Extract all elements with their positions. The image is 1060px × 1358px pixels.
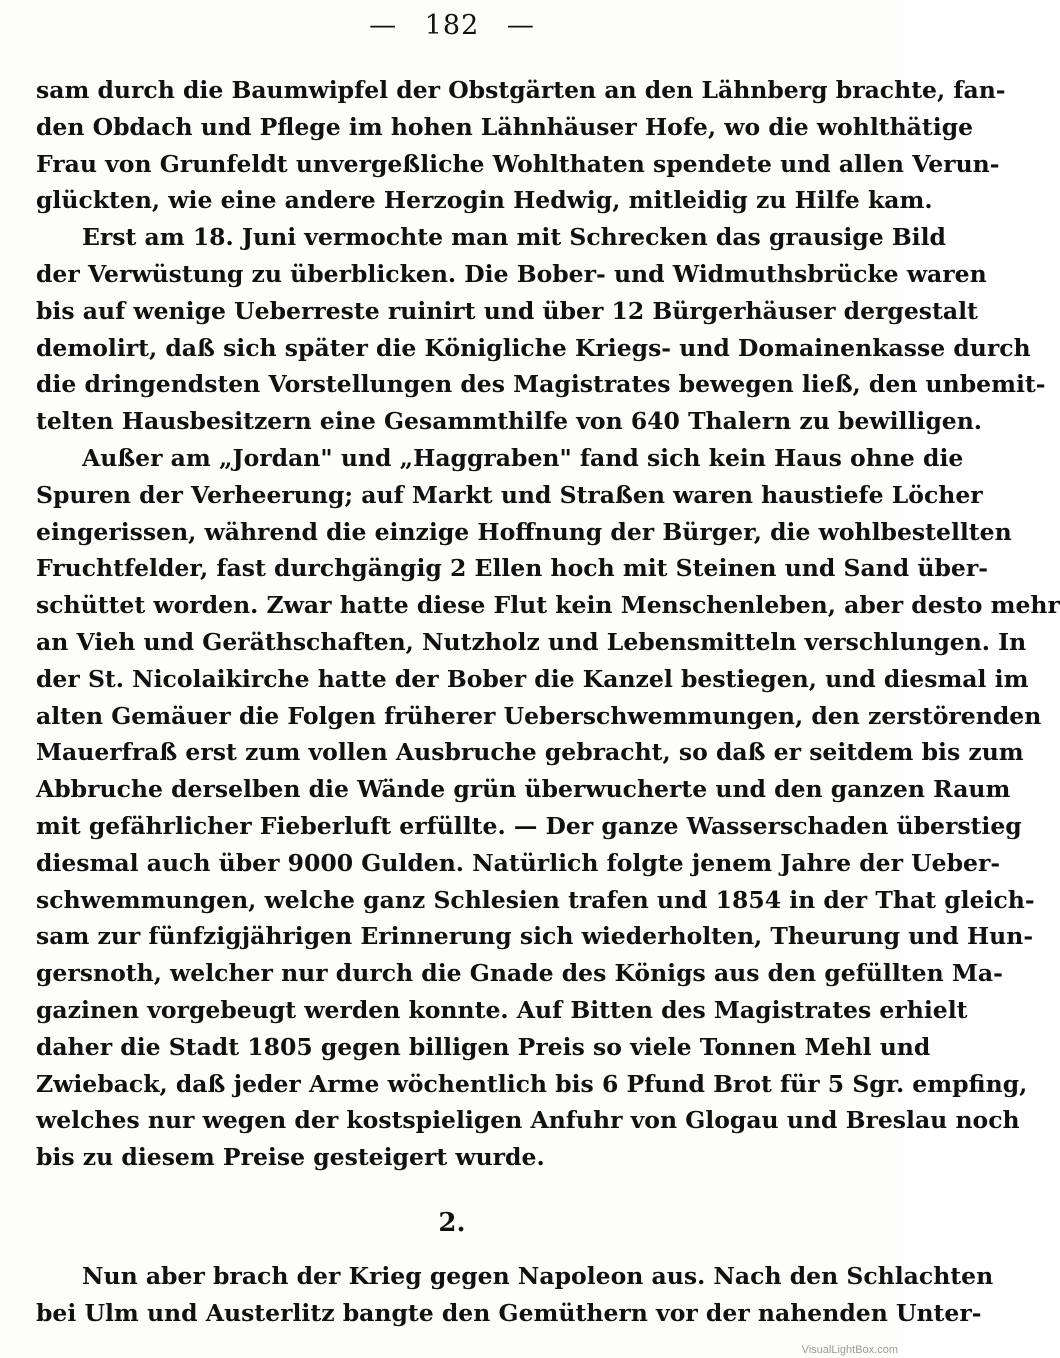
text-line: gazinen vorgebeugt werden konnte. Auf Bitten des Magistrates erhielt <box>36 995 968 1024</box>
text-line: Zwieback, daß jeder Arme wöchentlich bis 6 Pfund Brot für 5 Sgr. empfing, <box>36 1069 1028 1098</box>
text-line: sam zur fünfzigjährigen Erinnerung sich wiederholten, Theurung und Hun- <box>36 922 1034 951</box>
text-line: der Verwüstung zu überblicken. Die Bober- und Widmuthsbrücke waren <box>36 259 987 288</box>
text-line: an Vieh und Geräthschaften, Nutzholz und Lebensmitteln verschlungen. In <box>36 627 1027 656</box>
text-line: sam durch die Baumwipfel der Obstgärten an den Lähnberg brachte, fan- <box>36 76 1006 104</box>
main-text-block <box>36 72 1060 1176</box>
text-line: alten Gemäuer die Folgen früherer Ueberschwemmungen, den zerstörenden <box>36 701 1042 730</box>
paragraph-4 <box>36 1258 994 1332</box>
text-line: schüttet worden. Zwar hatte diese Flut kein Menschenleben, aber desto mehr <box>36 591 1060 620</box>
text-line: Fruchtfelder, fast durchgängig 2 Ellen hoch mit Steinen und Sand über- <box>36 554 988 583</box>
section-2-text-block <box>36 1258 994 1332</box>
text-line: Außer am „Jordan" und „Haggraben" fand sich kein Haus ohne die <box>82 443 964 472</box>
text-line: Frau von Grunfeldt unvergeßliche Wohlthaten spendete und allen Verun- <box>36 149 1000 178</box>
page-header <box>0 10 904 41</box>
text-line: eingerissen, während die einzige Hoffnung der Bürger, die wohlbestellten <box>36 517 1012 546</box>
text-line: die dringendsten Vorstellungen des Magistrates bewegen ließ, den unbemit- <box>36 370 1046 399</box>
paragraph-3 <box>36 440 1060 1176</box>
text-line: diesmal auch über 9000 Gulden. Natürlich folgte jenem Jahre der Ueber- <box>36 848 1001 877</box>
text-line: bis zu diesem Preise gesteigert wurde. <box>36 1143 545 1172</box>
text-line: mit gefährlicher Fieberluft erfüllte. — Der ganze Wasserschaden überstieg <box>36 811 1022 840</box>
text-line: daher die Stadt 1805 gegen billigen Preis so viele Tonnen Mehl und <box>36 1032 931 1061</box>
text-line: bis auf wenige Ueberreste ruinirt und über 12 Bürgerhäuser dergestalt <box>36 296 978 325</box>
text-line: telten Hausbesitzern eine Gesammthilfe von 640 Thalern zu bewilligen. <box>36 407 982 436</box>
paragraph-1 <box>36 72 1006 219</box>
text-line: Nun aber brach der Krieg gegen Napoleon aus. Nach den Schlachten <box>82 1262 994 1290</box>
text-line: der St. Nicolaikirche hatte der Bober die Kanzel bestiegen, und diesmal im <box>36 664 1029 693</box>
paragraph-2 <box>36 219 1046 440</box>
watermark: VisualLightBox.com <box>801 1344 898 1356</box>
section-number: 2. <box>438 1208 466 1238</box>
text-line: welches nur wegen der kostspieligen Anfuhr von Glogau und Breslau noch <box>36 1106 1020 1135</box>
text-line: demolirt, daß sich später die Königliche Kriegs- und Domainenkasse durch <box>36 333 1031 362</box>
text-line: bei Ulm und Austerlitz bangte den Gemüthern vor der nahenden Unter- <box>36 1298 982 1327</box>
header-dash-right: — <box>506 10 535 41</box>
text-line: Mauerfraß erst zum vollen Ausbruche gebracht, so daß er seitdem bis zum <box>36 738 1024 767</box>
text-line: glückten, wie eine andere Herzogin Hedwig, mitleidig zu Hilfe kam. <box>36 186 933 215</box>
text-line: schwemmungen, welche ganz Schlesien trafen und 1854 in der That gleich- <box>36 885 1035 914</box>
text-line: gersnoth, welcher nur durch die Gnade des Königs aus den gefüllten Ma- <box>36 959 1003 988</box>
text-line: Abbruche derselben die Wände grün überwucherte und den ganzen Raum <box>36 775 1011 804</box>
page-number: 182 <box>424 10 480 41</box>
text-line: Spuren der Verheerung; auf Markt und Straßen waren haustiefe Löcher <box>36 480 983 509</box>
text-line: den Obdach und Pflege im hohen Lähnhäuser Hofe, wo die wohlthätige <box>36 112 974 141</box>
text-line: Erst am 18. Juni vermochte man mit Schrecken das grausige Bild <box>82 223 946 252</box>
header-dash-left: — <box>369 10 398 41</box>
